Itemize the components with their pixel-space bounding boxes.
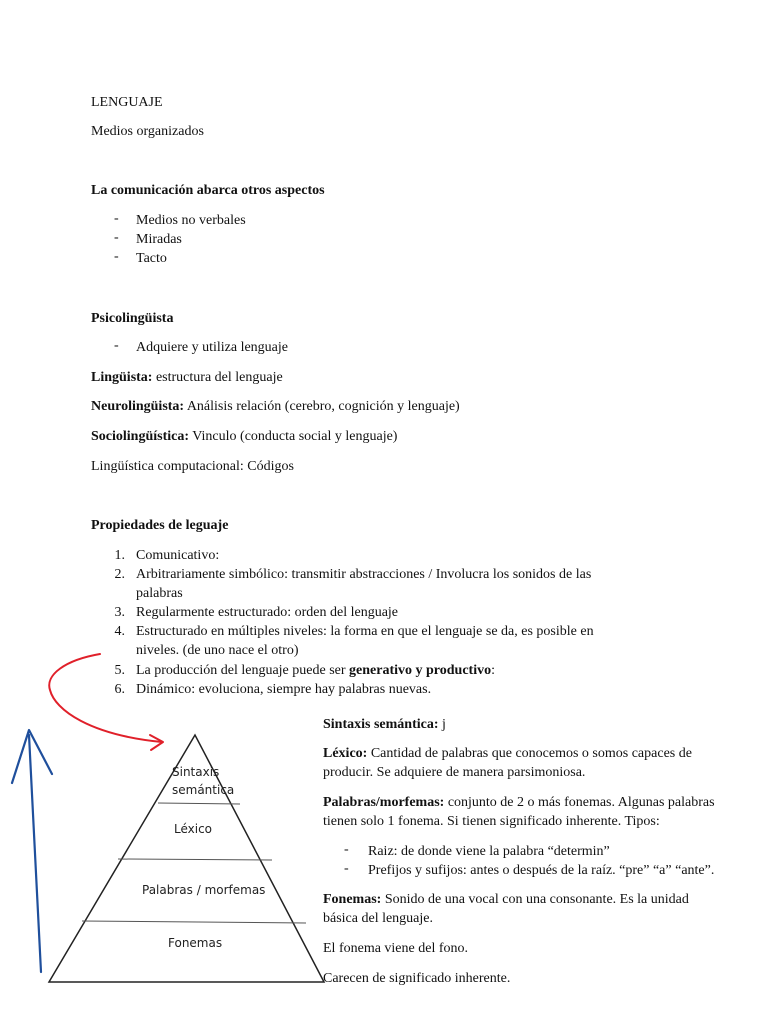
list-dash: -: [114, 249, 119, 264]
definition-text: Cantidad de palabras que conocemos o somos capaces de: [367, 746, 692, 761]
list-item: Miradas: [136, 232, 182, 247]
sintaxis-def: [323, 715, 446, 734]
item-bold-text: generativo y productivo: [349, 663, 492, 678]
term: Léxico:: [323, 746, 368, 761]
computacional-line: Lingüística computacional: Códigos: [91, 459, 294, 474]
term: Lingüista:: [91, 370, 153, 385]
list-dash: -: [344, 861, 349, 876]
palabras-def: [323, 793, 715, 812]
list-item-continuation: niveles. (de uno nace el otro): [136, 643, 299, 658]
fono-line: El fonema viene del fono.: [323, 941, 469, 956]
list-item: Dinámico: evoluciona, siempre hay palabras nuevas.: [136, 682, 432, 697]
item-number: 1.: [114, 548, 125, 563]
red-arrowhead: [150, 735, 163, 750]
definition-text: Sonido de una vocal con una consonante. Es la unidad: [381, 892, 689, 907]
palabras-def-line2: tienen solo 1 fonema. Si tienen significado inherente. Tipos:: [323, 814, 660, 829]
pyramid-divider: [158, 803, 240, 804]
term: Neurolingüista:: [91, 399, 185, 414]
list-item: Medios no verbales: [136, 213, 246, 228]
list-item: Adquiere y utiliza lenguaje: [136, 340, 288, 355]
item-number: 4.: [114, 624, 125, 639]
fonemas-def-line2: básica del lenguaje.: [323, 911, 434, 926]
blue-arrow: [29, 735, 41, 972]
term: Sociolingüística:: [91, 429, 190, 444]
fonemas-def: [323, 890, 689, 909]
list-dash: -: [114, 230, 119, 245]
list-item-continuation: palabras: [136, 586, 183, 601]
list-item: Regularmente estructurado: orden del lenguaje: [136, 605, 399, 620]
definition-text: estructura del lenguaje: [152, 370, 283, 385]
pyramid-label-palabras: Palabras / morfemas: [142, 883, 266, 897]
list-item: Comunicativo:: [136, 548, 220, 563]
subtitle: Medios organizados: [91, 124, 204, 139]
tipo-item: Prefijos y sufijos: antes o después de la raíz. “pre” “a” “ante”.: [368, 863, 715, 878]
item-number: 3.: [114, 605, 125, 620]
red-arrow: [49, 654, 162, 742]
list-dash: -: [114, 211, 119, 226]
definition-text: Análisis relación (cerebro, cognición y lenguaje): [184, 399, 460, 414]
list-dash: -: [344, 842, 349, 857]
list-item: Arbitrariamente simbólico: transmitir abstracciones / Involucra los sonidos de las: [136, 567, 592, 582]
item-number: 6.: [114, 682, 125, 697]
pyramid-label-sintaxis: Sintaxis: [172, 765, 220, 779]
list-item: Tacto: [136, 251, 167, 266]
comunicacion-heading: La comunicación abarca otros aspectos: [91, 183, 325, 198]
pyramid-label-fonemas: Fonemas: [168, 936, 223, 950]
psico-heading: Psicolingüista: [91, 311, 174, 326]
pyramid-label-lexico: Léxico: [174, 822, 213, 836]
tipo-item: Raiz: de donde viene la palabra “determin”: [368, 844, 610, 859]
pyramid-divider: [82, 921, 306, 923]
propiedades-heading: Propiedades de leguaje: [91, 518, 229, 533]
carecen-line: Carecen de significado inherente.: [323, 971, 511, 986]
term: Palabras/morfemas:: [323, 795, 445, 810]
term: Fonemas:: [323, 892, 382, 907]
lexico-def-line2: producir. Se adquiere de manera parsimoniosa.: [323, 765, 586, 780]
pyramid-label-semantica: semántica: [172, 783, 235, 797]
item-text: :: [491, 663, 495, 678]
definition-text: Vinculo (conducta social y lenguaje): [189, 429, 398, 444]
pyramid-divider: [118, 859, 272, 860]
definition-text: j: [438, 717, 446, 732]
item-number: 2.: [114, 567, 125, 582]
item-text: La producción del lenguaje puede ser: [136, 663, 350, 678]
list-item: Estructurado en múltiples niveles: la forma en que el lenguaje se da, es posible en: [136, 624, 594, 639]
definition-text: conjunto de 2 o más fonemas. Algunas palabras: [444, 795, 715, 810]
term: Sintaxis semántica:: [323, 717, 439, 732]
lexico-def: [323, 744, 692, 763]
item-number: 5.: [114, 663, 125, 678]
list-dash: -: [114, 338, 119, 353]
document-title: LENGUAJE: [91, 95, 163, 110]
